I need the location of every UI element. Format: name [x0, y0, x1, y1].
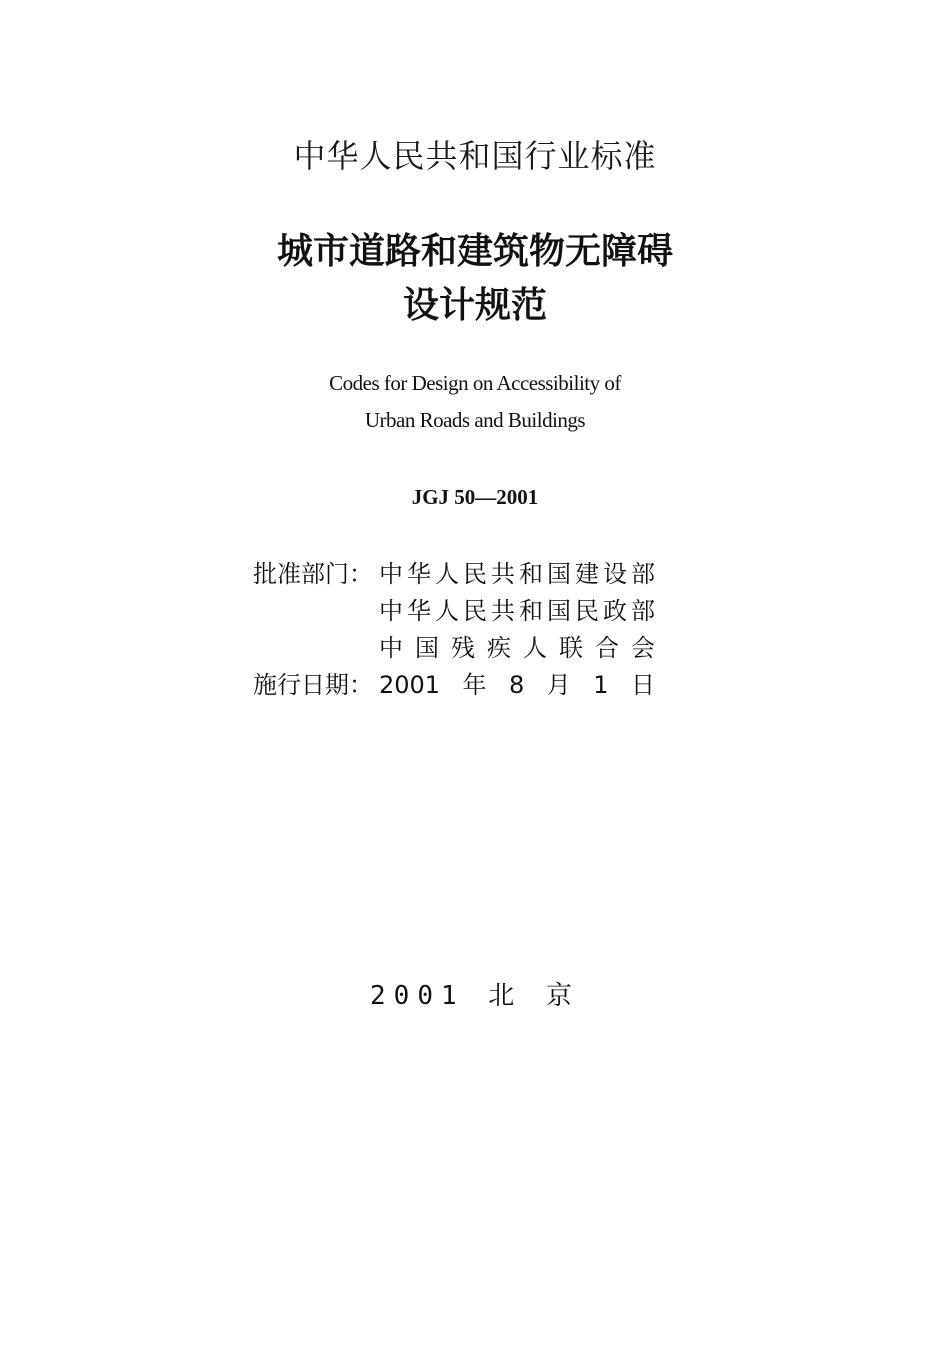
approval-dept-3: 中国残疾人联合会 [379, 634, 655, 662]
title-cn-line2: 设计规范 [402, 285, 547, 326]
title-en-line2: Urban Roads and Buildings [364, 408, 586, 432]
approval-row-3 [253, 630, 655, 667]
title-en-line1: Codes for Design on Accessibility of [329, 371, 621, 395]
title-cn-line1: 城市道路和建筑物无障碍 [276, 231, 673, 272]
approval-row-2 [253, 593, 655, 630]
approval-dept-2: 中华人民共和国民政部 [379, 597, 655, 625]
standard-code: JGJ 50—2001 [411, 485, 539, 509]
effective-date-value: 2001年8月1日 [379, 671, 655, 699]
effective-date-row [253, 667, 655, 704]
approval-dept-1: 中华人民共和国建设部 [379, 560, 655, 588]
approval-row-1 [253, 556, 655, 593]
approval-dept-label: 批准部门： [253, 560, 373, 588]
publish-info: 2001 北 京 [370, 981, 580, 1011]
effective-date-label: 施行日期： [253, 671, 373, 699]
approval-block [253, 556, 655, 704]
standard-type: 中华人民共和国行业标准 [293, 137, 657, 175]
